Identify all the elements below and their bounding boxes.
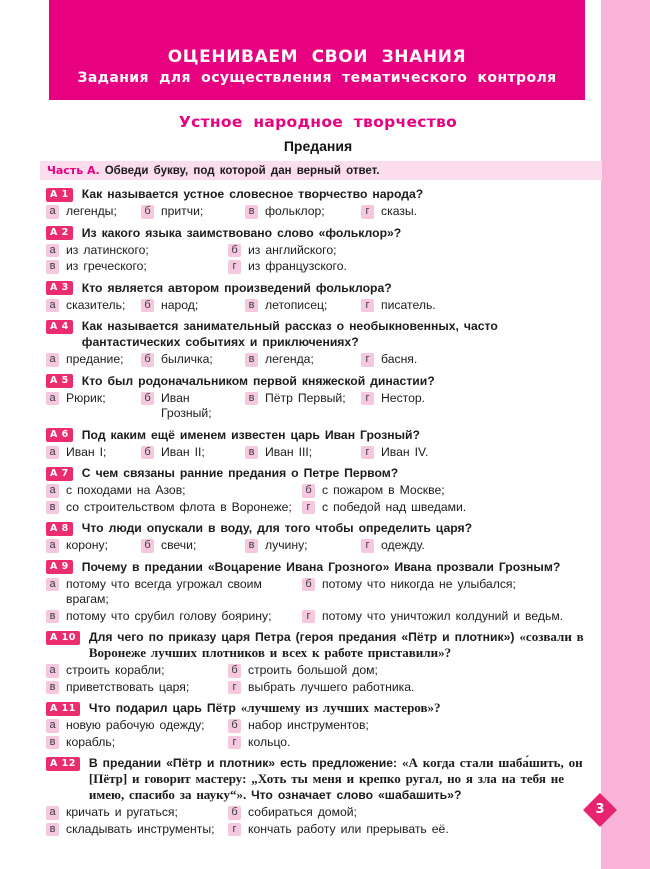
answer-option[interactable] [228, 663, 378, 679]
option-text: Пётр Первый; [265, 390, 346, 405]
question-text [82, 318, 598, 350]
option-text: корону; [66, 538, 109, 552]
answer-option[interactable] [361, 445, 428, 461]
option-text: лучину; [265, 538, 308, 552]
question-text-segment: «А когда стали шаба́шить, он [Пётр] и говорит мастеру: „Хоть ты меня и крепко ругал, но я зла на тебя не имею, спасибо за науку“». [88, 755, 583, 802]
option-text: Рюрик; [66, 390, 106, 405]
option-text: быличка; [161, 352, 213, 366]
question [46, 225, 598, 275]
option-text: новую рабочую одежду; [66, 718, 205, 732]
question [46, 559, 598, 625]
option-text: кричать и ругаться; [66, 805, 178, 819]
options-row [46, 391, 598, 422]
question-header [46, 755, 598, 803]
option-letter-badge[interactable]: г [228, 736, 241, 750]
page-number: 3 [595, 802, 605, 817]
answer-option[interactable] [46, 259, 228, 275]
question [46, 520, 598, 554]
options-row [46, 718, 598, 734]
answer-option[interactable] [361, 298, 436, 314]
question-text-segment: Как называется устное словесное творчество народа? [81, 187, 424, 201]
option-text: сказитель; [66, 297, 126, 312]
option-text: сказы. [381, 204, 418, 218]
answer-option[interactable] [46, 822, 228, 838]
question [46, 427, 598, 461]
answer-option[interactable] [46, 445, 141, 461]
answer-option[interactable] [302, 609, 563, 625]
answer-option[interactable] [228, 680, 414, 696]
option-text: со строительством флота в Воронеже; [66, 499, 292, 514]
option-letter-badge[interactable]: б [302, 484, 315, 498]
question [46, 629, 598, 695]
question-header [46, 373, 598, 389]
option-text: Иван III; [265, 444, 313, 459]
question-header [46, 465, 598, 481]
question-text-segment: Из какого языка заимствовано слово «фольклор»? [81, 225, 402, 240]
options-row [46, 735, 598, 751]
question-header [46, 629, 598, 661]
option-text: Иван Грозный; [161, 390, 212, 420]
answer-option[interactable] [46, 483, 302, 499]
question-header [46, 318, 598, 350]
option-text: строить большой дом; [248, 663, 378, 677]
option-letter-badge[interactable]: а [46, 664, 59, 678]
option-text: Нестор. [381, 390, 426, 405]
answer-option[interactable] [141, 445, 245, 461]
question [46, 755, 598, 837]
option-letter-badge[interactable]: в [46, 260, 59, 274]
options-group [46, 243, 598, 275]
option-letter-badge[interactable]: б [141, 446, 154, 460]
options-group [46, 298, 598, 314]
question-number-badge: А 4 [46, 320, 73, 334]
answer-option[interactable] [361, 391, 425, 422]
option-letter-badge[interactable]: в [245, 205, 258, 219]
option-letter-badge[interactable]: б [228, 664, 241, 678]
options-row [46, 259, 598, 275]
topic-title: Предания [283, 138, 353, 154]
option-text: с победой над шведами. [322, 499, 467, 514]
option-letter-badge[interactable]: а [46, 578, 59, 592]
option-letter-badge[interactable]: а [46, 446, 59, 460]
option-text: корабль; [66, 734, 116, 749]
question-text-segment: «созвали в Воронеже лучших плотников и всех к работе приставили»? [88, 629, 584, 660]
question-text [82, 520, 472, 536]
option-text: народ; [161, 297, 199, 312]
option-text: с пожаром в Москве; [322, 483, 445, 497]
option-letter-badge[interactable]: б [141, 539, 154, 553]
answer-option[interactable] [245, 391, 361, 422]
page-number-badge [583, 793, 617, 827]
question-text-segment: «лучшему из лучших мастеров»? [240, 700, 441, 715]
question-number-badge: А 8 [46, 522, 73, 536]
question-text [82, 559, 561, 575]
option-letter-badge[interactable]: б [228, 719, 241, 733]
options-group [46, 204, 598, 220]
section-title: Устное народное творчество [178, 113, 458, 131]
option-text: из греческого; [66, 259, 147, 273]
part-instruction: Обведи букву, под которой дан верный ответ. [104, 165, 380, 177]
question-header [46, 427, 598, 443]
option-letter-badge[interactable]: г [361, 446, 374, 460]
option-letter-badge[interactable]: б [141, 392, 154, 406]
option-text: одежду. [381, 538, 425, 552]
question [46, 373, 598, 422]
option-text: собираться домой; [248, 805, 357, 819]
option-letter-badge[interactable]: а [46, 719, 59, 733]
question-number-badge: А 6 [46, 428, 73, 442]
option-text: летописец; [265, 297, 328, 312]
answer-option[interactable] [302, 500, 466, 516]
option-letter-badge[interactable]: г [361, 392, 374, 406]
question-text-segment: Как называется занимательный рассказ о необыкновенных, часто фантастических событиях и приключениях? [81, 319, 498, 349]
options-row [46, 805, 598, 821]
option-letter-badge[interactable]: а [46, 205, 59, 219]
question-text-segment: Под каким ещё именем известен царь Иван Грозный? [81, 427, 420, 442]
options-row [46, 483, 598, 499]
question [46, 186, 598, 220]
answer-option[interactable] [228, 822, 449, 838]
question-text-segment: С чем связаны ранние предания о Петре Первом? [81, 466, 399, 480]
option-letter-badge[interactable]: в [245, 353, 258, 367]
option-letter-badge[interactable]: б [141, 353, 154, 367]
options-row [46, 822, 598, 838]
option-text: из латинского; [66, 242, 149, 257]
part-label: Часть А. [47, 164, 100, 177]
answer-option[interactable] [302, 577, 516, 608]
question-text [82, 427, 420, 443]
question-header [46, 700, 598, 716]
option-text: из английского; [248, 242, 337, 257]
answer-option[interactable] [228, 718, 369, 734]
option-text: свечи; [161, 538, 197, 552]
question-header [46, 280, 598, 296]
answer-option[interactable] [361, 204, 417, 220]
options-group [46, 577, 598, 625]
option-letter-badge[interactable]: г [361, 353, 374, 367]
option-letter-badge[interactable]: в [46, 823, 59, 837]
question-number-badge: А 11 [46, 702, 80, 716]
question-number-badge: А 7 [46, 467, 73, 481]
options-group [46, 538, 598, 554]
question-number-badge: А 9 [46, 560, 73, 574]
option-text: Иван II; [161, 444, 205, 459]
answer-option[interactable] [141, 298, 245, 314]
question-number-badge: А 10 [46, 631, 80, 645]
question-header [46, 186, 598, 202]
answer-option[interactable] [228, 805, 357, 821]
answer-option[interactable] [46, 500, 302, 516]
answer-option[interactable] [46, 680, 228, 696]
question-text-segment: В предании «Пётр и плотник» есть предложение: [88, 756, 403, 770]
question-number-badge: А 5 [46, 374, 73, 388]
chapter-header-subtitle: Задания для осуществления тематического контроля [77, 70, 557, 86]
option-letter-badge[interactable]: г [228, 260, 241, 274]
option-letter-badge[interactable]: в [245, 299, 258, 313]
option-text: предание; [66, 352, 124, 366]
option-letter-badge[interactable]: в [46, 681, 59, 695]
options-group [46, 663, 598, 695]
option-letter-badge[interactable]: г [361, 539, 374, 553]
option-letter-badge[interactable]: а [46, 484, 59, 498]
options-row [46, 204, 598, 220]
options-row [46, 680, 598, 696]
answer-option[interactable] [141, 538, 245, 554]
option-text: кончать работу или прерывать её. [248, 821, 449, 836]
option-letter-badge[interactable]: г [302, 501, 315, 515]
question [46, 318, 598, 368]
option-text: писатель. [381, 297, 436, 312]
options-group [46, 352, 598, 368]
options-row [46, 500, 598, 516]
options-row [46, 538, 598, 554]
options-group [46, 391, 598, 422]
questions-list [46, 185, 598, 837]
question-number-badge: А 12 [46, 757, 80, 771]
question-number-badge: А 2 [46, 226, 73, 240]
answer-option[interactable] [46, 243, 228, 259]
option-letter-badge[interactable]: а [46, 299, 59, 313]
question-header [46, 520, 598, 536]
answer-option[interactable] [46, 204, 141, 220]
option-text: с походами на Азов; [66, 483, 186, 497]
question-number-badge: А 3 [46, 281, 73, 295]
answer-option[interactable] [46, 538, 141, 554]
option-letter-badge[interactable]: г [228, 823, 241, 837]
question-text [82, 225, 401, 241]
answer-option[interactable] [46, 352, 141, 368]
question-text-segment: Что означает слово «шабашить»? [251, 788, 462, 802]
question-text [82, 280, 392, 296]
page-edge-band [601, 0, 650, 869]
answer-option[interactable] [141, 204, 245, 220]
question-text-segment: Для чего по приказу царя Петра (героя предания «Пётр и плотник») [88, 630, 520, 644]
answer-option[interactable] [141, 352, 245, 368]
answer-option[interactable] [245, 538, 361, 554]
answer-option[interactable] [245, 298, 361, 314]
option-text: приветствовать царя; [66, 679, 190, 694]
option-text: выбрать лучшего работника. [248, 679, 415, 694]
option-letter-badge[interactable]: в [245, 392, 258, 406]
answer-option[interactable] [302, 483, 445, 499]
answer-option[interactable] [228, 735, 290, 751]
options-row [46, 298, 598, 314]
answer-option[interactable] [228, 259, 347, 275]
options-row [46, 577, 598, 608]
options-row [46, 663, 598, 679]
option-letter-badge[interactable]: б [141, 205, 154, 219]
question-text [89, 700, 441, 716]
answer-option[interactable] [245, 445, 361, 461]
question-header [46, 225, 598, 241]
option-letter-badge[interactable]: г [361, 299, 374, 313]
option-text: Иван I; [66, 444, 107, 459]
part-a-instruction-bar [40, 161, 602, 180]
question-text [82, 465, 398, 481]
answer-option[interactable] [46, 391, 141, 422]
option-letter-badge[interactable]: в [46, 501, 59, 515]
option-letter-badge[interactable]: в [46, 610, 59, 624]
options-row [46, 243, 598, 259]
options-row [46, 445, 598, 461]
option-text: легенды; [66, 204, 117, 218]
option-text: басня. [381, 352, 418, 366]
option-text: потому что всегда угрожал своим врагам; [66, 576, 262, 606]
option-text: кольцо. [248, 734, 291, 749]
option-letter-badge[interactable]: б [302, 578, 315, 592]
question-text-segment: Кто был родоначальником первой княжеской династии? [81, 373, 435, 388]
answer-option[interactable] [46, 298, 141, 314]
options-group [46, 445, 598, 461]
option-letter-badge[interactable]: а [46, 392, 59, 406]
option-letter-badge[interactable]: а [46, 539, 59, 553]
chapter-header-title: ОЦЕНИВАЕМ СВОИ ЗНАНИЯ [167, 47, 467, 67]
answer-option[interactable] [46, 609, 302, 625]
options-group [46, 805, 598, 837]
question-text [82, 373, 435, 389]
options-row [46, 352, 598, 368]
option-text: набор инструментов; [248, 718, 369, 732]
option-letter-badge[interactable]: а [46, 353, 59, 367]
question-text-segment: Что люди опускали в воду, для того чтобы определить царя? [81, 521, 473, 535]
option-text: притчи; [161, 204, 204, 218]
question-number-badge: А 1 [46, 188, 73, 202]
option-text: фольклор; [265, 204, 325, 218]
option-text: из французского. [248, 259, 347, 273]
options-group [46, 718, 598, 750]
option-text: потому что срубил голову боярину; [66, 608, 272, 623]
option-text: Иван IV. [381, 444, 429, 459]
question-text-segment: Кто является автором произведений фольклора? [81, 280, 392, 295]
option-text: складывать инструменты; [66, 821, 215, 836]
options-group [46, 483, 598, 515]
answer-option[interactable] [228, 243, 336, 259]
answer-option[interactable] [141, 391, 245, 422]
option-letter-badge[interactable]: г [302, 610, 315, 624]
option-text: строить корабли; [66, 663, 165, 677]
answer-option[interactable] [46, 577, 302, 608]
option-text: потому что никогда не улыбался; [322, 576, 516, 591]
chapter-header-banner [49, 0, 585, 100]
option-text: легенда; [265, 352, 314, 366]
answer-option[interactable] [46, 735, 228, 751]
option-letter-badge[interactable]: г [361, 205, 374, 219]
question-text [89, 629, 598, 661]
answer-option[interactable] [46, 718, 228, 734]
question-header [46, 559, 598, 575]
question [46, 700, 598, 750]
answer-option[interactable] [361, 538, 425, 554]
option-letter-badge[interactable]: в [245, 539, 258, 553]
answer-option[interactable] [46, 805, 228, 821]
option-letter-badge[interactable]: г [228, 681, 241, 695]
option-letter-badge[interactable]: б [228, 806, 241, 820]
option-letter-badge[interactable]: а [46, 806, 59, 820]
answer-option[interactable] [46, 663, 228, 679]
options-row [46, 609, 598, 625]
question [46, 280, 598, 314]
question-text-segment: Что подарил царь Пётр [88, 701, 241, 715]
answer-option[interactable] [361, 352, 417, 368]
question [46, 465, 598, 515]
option-letter-badge[interactable]: в [46, 736, 59, 750]
answer-option[interactable] [245, 204, 361, 220]
option-text: потому что уничтожил колдуний и ведьм. [322, 608, 564, 623]
answer-option[interactable] [245, 352, 361, 368]
question-text-segment: Почему в предании «Воцарение Ивана Грозного» Ивана прозвали Грозным? [81, 559, 561, 574]
question-text [89, 755, 598, 803]
question-text [82, 186, 423, 202]
option-letter-badge[interactable]: б [141, 299, 154, 313]
option-letter-badge[interactable]: в [245, 446, 258, 460]
option-letter-badge[interactable]: а [46, 244, 59, 258]
option-letter-badge[interactable]: б [228, 244, 241, 258]
